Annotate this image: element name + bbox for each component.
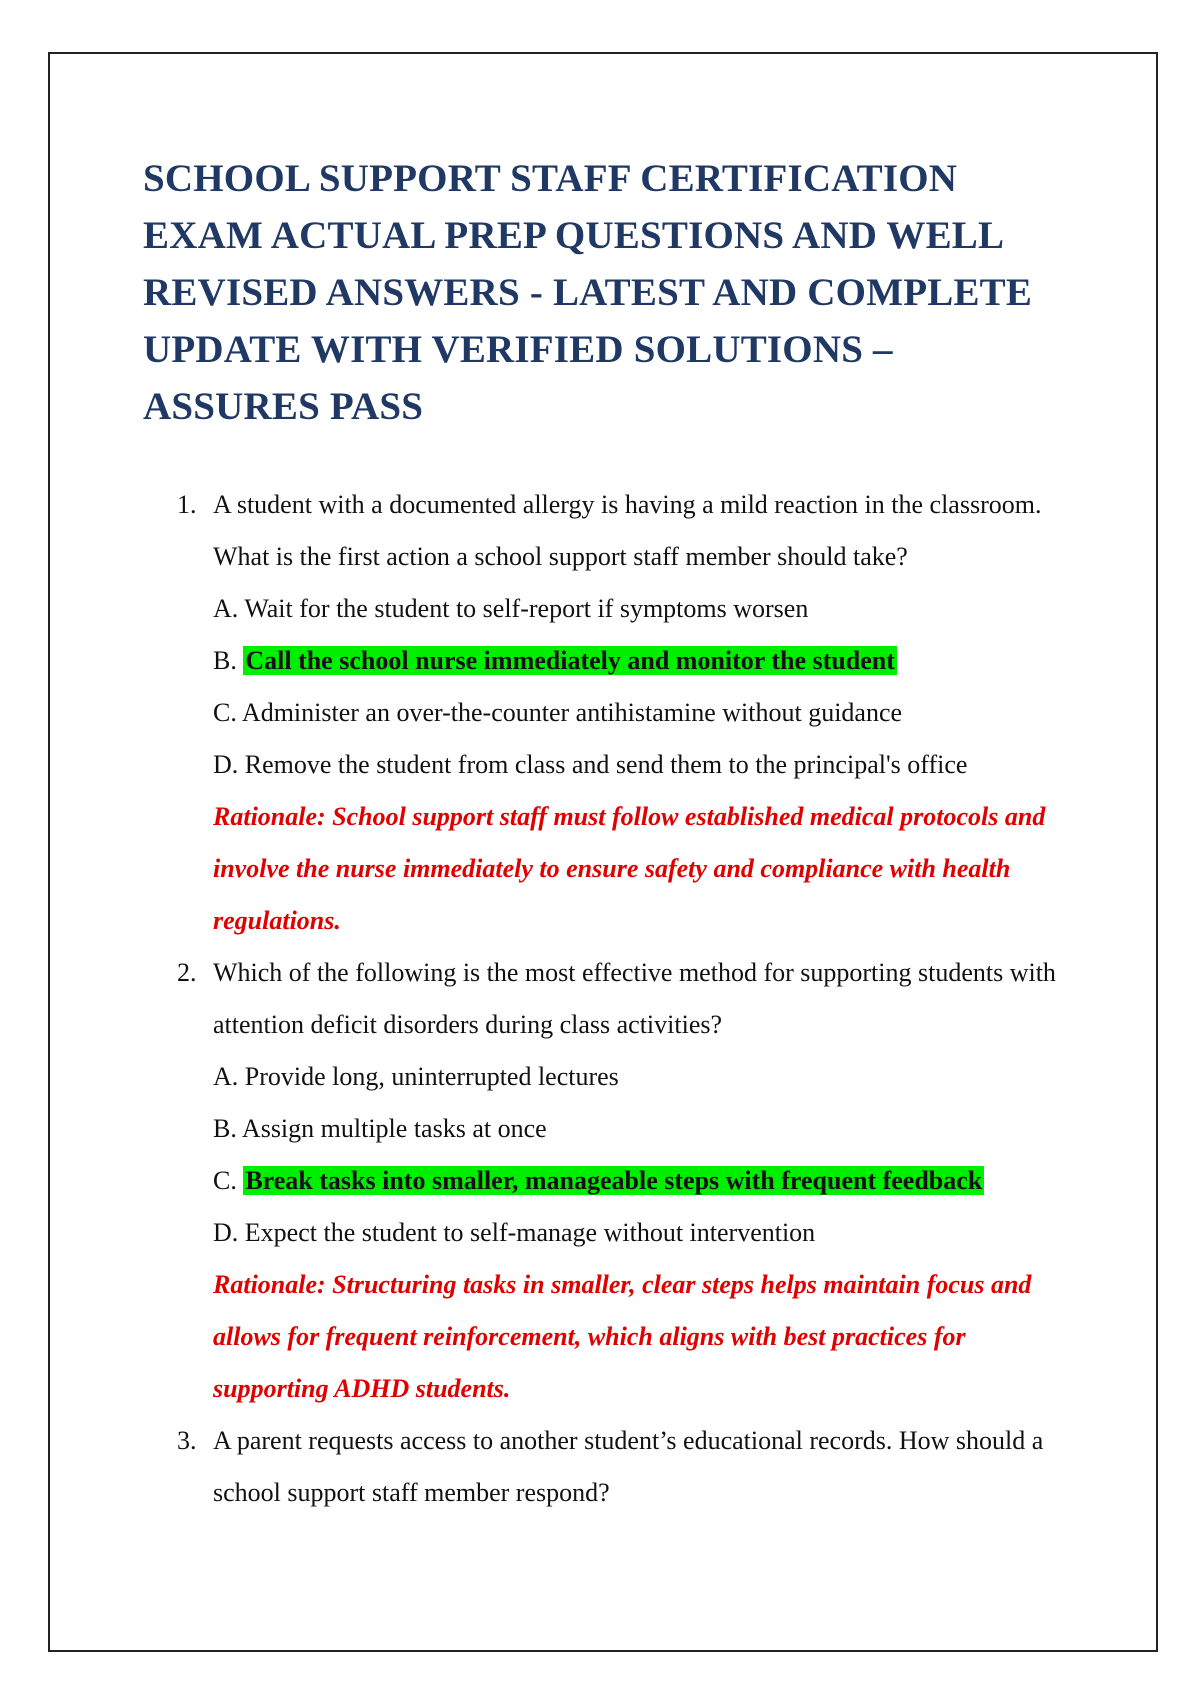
question-2 <box>143 947 1073 1415</box>
option-b <box>213 635 1073 687</box>
document-title: SCHOOL SUPPORT STAFF CERTIFICATION EXAM ACTUAL PREP QUESTIONS AND WELL REVISED ANSWERS - LATEST AND COMPLETE UPDATE WITH VERIFIED SOLUTIONS – ASSURES PASS <box>143 157 1033 428</box>
question-number: 3. <box>177 1426 197 1455</box>
option-text: Provide long, uninterrupted lectures <box>244 1062 619 1091</box>
document-body <box>143 150 1073 1519</box>
correct-answer-highlight: Break tasks into smaller, manageable steps with frequent feedback <box>245 1166 983 1195</box>
option-text: Assign multiple tasks at once <box>241 1114 547 1143</box>
option-letter: C. <box>213 1166 237 1195</box>
option-c <box>213 687 1073 739</box>
option-letter: B. <box>213 646 237 675</box>
question-number: 1. <box>177 490 197 519</box>
question-1 <box>143 479 1073 947</box>
option-text: Expect the student to self-manage without intervention <box>244 1218 816 1247</box>
question-3 <box>143 1415 1073 1519</box>
option-letter: B. <box>213 1114 237 1143</box>
question-text: A student with a documented allergy is having a mild reaction in the classroom. What is the first action a school support staff member should take? <box>213 490 1042 571</box>
option-letter: A. <box>213 594 239 623</box>
option-text: Wait for the student to self-report if symptoms worsen <box>244 594 809 623</box>
option-a <box>213 583 1073 635</box>
rationale: Rationale: Structuring tasks in smaller, clear steps helps maintain focus and allows for frequent reinforcement, which aligns with best practices for supporting ADHD students. <box>213 1270 1032 1403</box>
question-number: 2. <box>177 958 197 987</box>
question-text: Which of the following is the most effective method for supporting students with attention deficit disorders during class activities? <box>213 958 1056 1039</box>
question-text: A parent requests access to another student’s educational records. How should a school support staff member respond? <box>213 1426 1044 1507</box>
correct-answer-highlight: Call the school nurse immediately and monitor the student <box>245 646 895 675</box>
rationale: Rationale: School support staff must follow established medical protocols and involve the nurse immediately to ensure safety and compliance with health regulations. <box>213 802 1046 935</box>
option-d <box>213 739 1073 791</box>
option-d <box>213 1207 1073 1259</box>
option-letter: A. <box>213 1062 239 1091</box>
option-letter: D. <box>213 1218 239 1247</box>
option-c <box>213 1155 1073 1207</box>
option-b <box>213 1103 1073 1155</box>
option-text: Remove the student from class and send them to the principal's office <box>244 750 968 779</box>
option-text: Administer an over-the-counter antihistamine without guidance <box>241 698 903 727</box>
option-letter: C. <box>213 698 237 727</box>
question-list <box>143 479 1073 1519</box>
option-letter: D. <box>213 750 239 779</box>
option-a <box>213 1051 1073 1103</box>
